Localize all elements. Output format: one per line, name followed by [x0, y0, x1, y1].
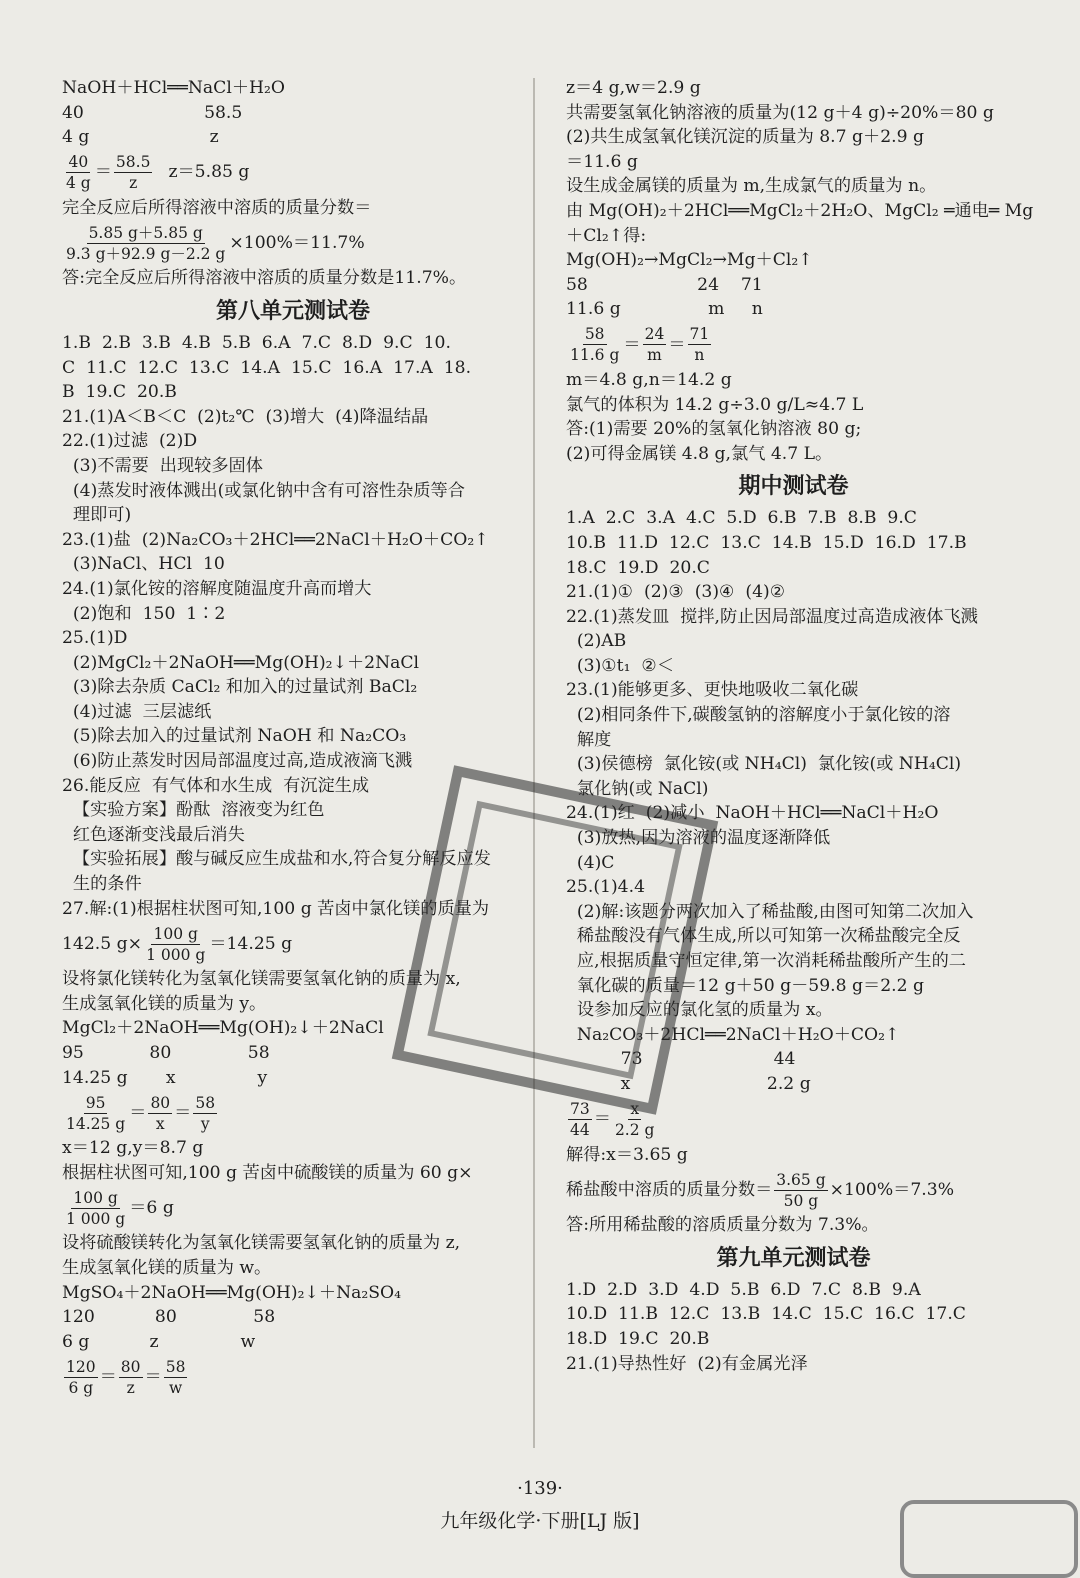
text-line: 6 g z w — [62, 1331, 256, 1352]
text-line: (2)可得金属镁 4.8 g,氯气 4.7 L。 — [566, 443, 833, 464]
text-line: 氯化钠(或 NaCl) — [566, 778, 709, 799]
text-line: z＝4 g,w＝2.9 g — [566, 78, 701, 98]
text-line: (2)共生成氢氧化镁沉淀的质量为 8.7 g＋2.9 g — [566, 127, 925, 148]
text-line: MgSO₄＋2NaOH══Mg(OH)₂↓＋Na₂SO₄ — [62, 1282, 402, 1303]
text-line: 根据柱状图可知,100 g 苦卤中硫酸镁的质量为 60 g× — [62, 1162, 473, 1183]
text-line: Mg(OH)₂→MgCl₂→Mg＋Cl₂↑ — [566, 250, 813, 271]
text-line: 应,根据质量守恒定律,第一次消耗稀盐酸所产生的二 — [566, 951, 966, 971]
text-line: 1.A 2.C 3.A 4.C 5.D 6.B 7.B 8.B 9.C — [566, 508, 917, 529]
section-title: 期中测试卷 — [738, 474, 849, 500]
text-line: Na₂CO₃＋2HCl══2NaCl＋H₂O＋CO₂↑ — [566, 1024, 900, 1045]
text-line: 14.25 g x y — [62, 1067, 268, 1088]
section-title: 第九单元测试卷 — [716, 1245, 871, 1271]
fraction-line: $\frac{58}{11.6 g}$ ＝ $\frac{24}{m}$ ＝ $\frac{71}{n}$ — [570, 325, 710, 365]
text-line: 24.(1)红 (2)减小 NaOH＋HCl══NaCl＋H₂O — [566, 803, 939, 824]
text-line: 27.解:(1)根据柱状图可知,100 g 苦卤中氯化镁的质量为 — [62, 898, 490, 919]
text-line: MgCl₂＋2NaOH══Mg(OH)₂↓＋2NaCl — [62, 1018, 384, 1039]
site-logo — [900, 1500, 1078, 1578]
text-line: (3)放热,因为溶液的温度逐渐降低 — [566, 828, 831, 849]
text-line: 18.D 19.C 20.B — [566, 1328, 710, 1349]
right-column — [566, 76, 1034, 1376]
text-line: (2)饱和 150 1∶2 — [62, 603, 226, 624]
text-line: ＝11.6 g — [566, 151, 638, 172]
answer-line: 答:所用稀盐酸的溶质质量分数为 7.3%。 — [566, 1215, 879, 1236]
text-line: (2)AB — [566, 631, 627, 652]
text-line: B 19.C 20.B — [62, 382, 177, 403]
left-column — [62, 76, 524, 1400]
text-line: 生成氢氧化镁的质量为 y。 — [62, 993, 267, 1014]
text-line: 10.D 11.B 12.C 13.B 14.C 15.C 16.C 17.C — [566, 1304, 966, 1325]
column-divider — [533, 78, 535, 1448]
text-line: 22.(1)过滤 (2)D — [62, 431, 198, 452]
text-line: 答:(1)需要 20%的氢氧化钠溶液 80 g; — [566, 419, 862, 440]
text-line: 95 80 58 — [62, 1043, 270, 1063]
answer-line: 答:完全反应后所得溶液中溶质的质量分数是11.7%。 — [62, 268, 467, 289]
text-line: 24.(1)氯化铵的溶解度随温度升高而增大 — [62, 578, 372, 599]
text-line: (2)MgCl₂＋2NaOH══Mg(OH)₂↓＋2NaCl — [62, 652, 420, 673]
text-line: (6)防止蒸发时因局部温度过高,造成液滴飞溅 — [62, 751, 413, 772]
text-line: ＋Cl₂↑得: — [566, 225, 647, 246]
book-title: 九年级化学·下册[LJ 版] — [440, 1510, 640, 1532]
text-line: (2)解:该题分两次加入了稀盐酸,由图可知第二次加入 — [566, 901, 974, 922]
text-line: (3)NaCl、HCl 10 — [62, 554, 225, 575]
text-line: 120 80 58 — [62, 1307, 276, 1328]
text-line: 【实验方案】酚酞 溶液变为红色 — [62, 800, 325, 821]
text-line: 18.C 19.D 20.C — [566, 557, 710, 578]
fraction-line: $\frac{5.85 g+5.85 g}{9.3 g+92.9 g-2.2 g}$ ×100%＝11.7% — [66, 223, 365, 263]
text-line: (3)侯德榜 氯化铵(或 NH₄Cl) 氯化铵(或 NH₄Cl) — [566, 754, 962, 775]
text-line: 理即可) — [62, 505, 132, 526]
fraction-line: $\frac{73}{44}$ ＝ $\frac{x}{2.2 g}$ — [570, 1100, 655, 1140]
text-line: 4 g z — [62, 127, 219, 148]
text-line: 21.(1)导热性好 (2)有金属光泽 — [566, 1353, 808, 1374]
text-line: (4)蒸发时液体溅出(或氯化钠中含有可溶性杂质等合 — [62, 480, 465, 501]
text-line: (5)除去加入的过量试剂 NaOH 和 Na₂CO₃ — [62, 726, 407, 747]
text-line: 73 44 — [566, 1049, 796, 1070]
text-line: 10.B 11.D 12.C 13.C 14.B 15.D 16.D 17.B — [566, 532, 967, 553]
text-line: C 11.C 12.C 13.C 14.A 15.C 16.A 17.A 18. — [62, 357, 472, 378]
text-line: (3)不需要 出现较多固体 — [62, 455, 263, 476]
fraction-line: $\frac{40}{4 g}$ ＝ $\frac{58.5}{z}$ z＝5.85 g — [66, 153, 250, 193]
fraction-line: 稀盐酸中溶质的质量分数＝ $\frac{3.65 g}{50 g}$ ×100%＝7.3% — [566, 1170, 955, 1210]
text-line: 共需要氢氧化钠溶液的质量为(12 g＋4 g)÷20%＝80 g — [566, 102, 994, 123]
text-line: 氯气的体积为 14.2 g÷3.0 g/L≈4.7 L — [566, 394, 864, 415]
text-line: x 2.2 g — [566, 1073, 811, 1094]
page-number: ·139· — [517, 1478, 563, 1499]
text-line: 【实验拓展】酸与碱反应生成盐和水,符合复分解反应发 — [62, 849, 491, 870]
text-line: 完全反应后所得溶液中溶质的质量分数＝ — [62, 197, 372, 218]
text-line: x＝12 g,y＝8.7 g — [62, 1138, 204, 1159]
text-line: 11.6 g m n — [566, 299, 763, 320]
text-line: 解得:x＝3.65 g — [566, 1144, 688, 1165]
fraction-line: $\frac{100 g}{1 000 g}$ ＝6 g — [66, 1188, 174, 1228]
text-line: (2)相同条件下,碳酸氢钠的溶解度小于氯化铵的溶 — [566, 705, 951, 726]
text-line: 设生成金属镁的质量为 m,生成氯气的质量为 n。 — [566, 176, 937, 197]
text-line: 生的条件 — [62, 874, 142, 895]
fraction-line: $\frac{95}{14.25 g}$ ＝ $\frac{80}{x}$ ＝ $\frac{58}{y}$ — [66, 1093, 216, 1133]
text-line: 氧化碳的质量＝12 g＋50 g－59.8 g＝2.2 g — [566, 975, 925, 996]
section-title: 第八单元测试卷 — [215, 298, 370, 324]
text-line: 由 Mg(OH)₂＋2HCl══MgCl₂＋2H₂O、MgCl₂ ═通电═ Mg — [566, 200, 1034, 221]
text-line: 红色逐渐变浅最后消失 — [62, 824, 245, 845]
text-line: 解度 — [566, 729, 612, 750]
text-line: 25.(1)D — [62, 628, 128, 649]
fraction-line: 142.5 g× $\frac{100 g}{1 000 g}$ ＝14.25 g — [62, 924, 293, 964]
text-line: 21.(1)A＜B＜C (2)t₂℃ (3)增大 (4)降温结晶 — [62, 406, 429, 427]
text-line: 40 58.5 — [62, 102, 243, 123]
text-line: 22.(1)蒸发皿 搅拌,防止因局部温度过高造成液体飞溅 — [566, 606, 978, 627]
text-line: 26.能反应 有气体和水生成 有沉淀生成 — [62, 775, 370, 796]
text-line: m＝4.8 g,n＝14.2 g — [566, 369, 732, 390]
fraction-line: $\frac{120}{6 g}$ ＝ $\frac{80}{z}$ ＝ $\frac{58}{w}$ — [66, 1357, 186, 1397]
text-line: 23.(1)能够更多、更快地吸收二氧化碳 — [566, 680, 859, 701]
text-line: 设参加反应的氯化氢的质量为 x。 — [566, 1000, 833, 1021]
text-line: 设将硫酸镁转化为氢氧化镁需要氢氧化钠的质量为 z, — [62, 1233, 461, 1254]
text-line: 生成氢氧化镁的质量为 w。 — [62, 1257, 272, 1278]
text-line: 设将氯化镁转化为氢氧化镁需要氢氧化钠的质量为 x, — [62, 969, 461, 990]
text-line: 25.(1)4.4 — [566, 877, 646, 898]
text-line: 21.(1)① (2)③ (3)④ (4)② — [566, 582, 786, 603]
text-line: (3)除去杂质 CaCl₂ 和加入的过量试剂 BaCl₂ — [62, 677, 418, 698]
text-line: 1.B 2.B 3.B 4.B 5.B 6.A 7.C 8.D 9.C 10. — [62, 332, 451, 353]
text-line: NaOH＋HCl══NaCl＋H₂O — [62, 78, 285, 98]
text-line: 1.D 2.D 3.D 4.D 5.B 6.D 7.C 8.B 9.A — [566, 1279, 921, 1300]
text-line: (3)①t₁ ②＜ — [566, 655, 675, 676]
text-line: (4)过滤 三层滤纸 — [62, 701, 212, 722]
text-line: 23.(1)盐 (2)Na₂CO₃＋2HCl══2NaCl＋H₂O＋CO₂↑ — [62, 529, 489, 550]
text-line: 稀盐酸没有气体生成,所以可知第一次稀盐酸完全反 — [566, 926, 961, 947]
text-line: (4)C — [566, 852, 615, 873]
text-line: 58 24 71 — [566, 274, 763, 295]
